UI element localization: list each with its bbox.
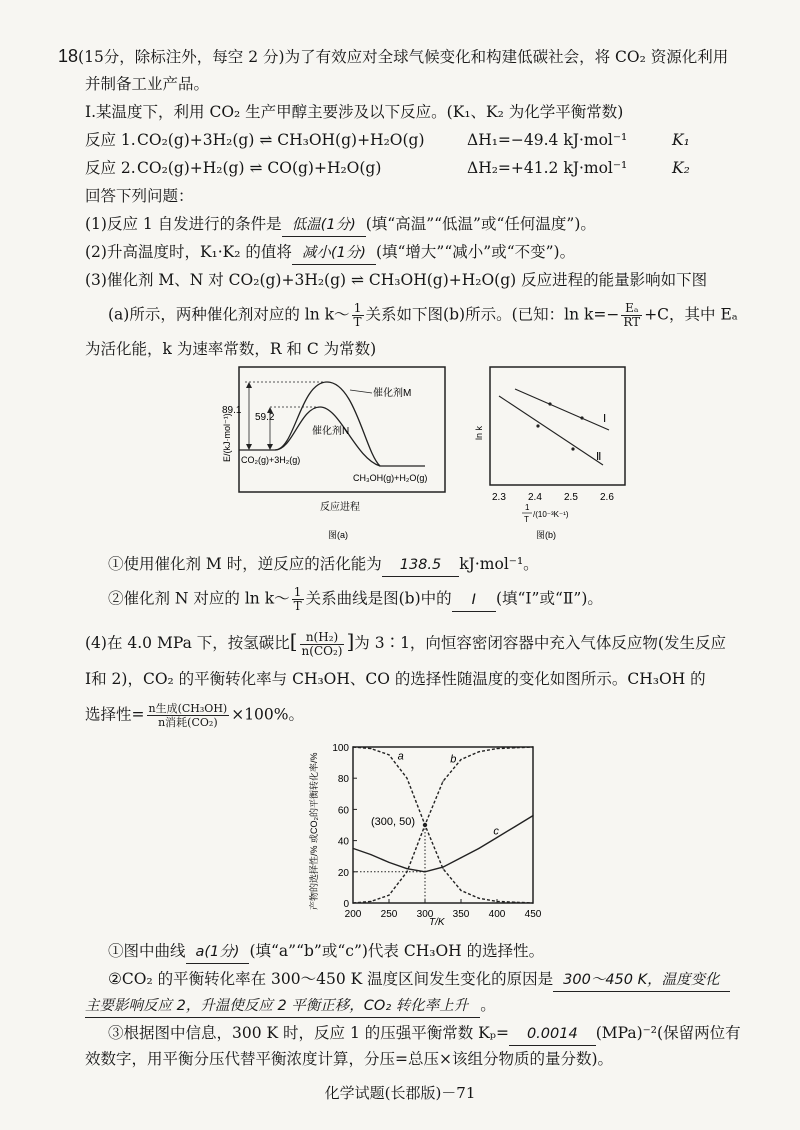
fig-b-ylabel: ln k [474,425,484,440]
q3-sub1-text: ①使用催化剂 M 时，逆反应的活化能为 [108,555,382,573]
fraction-1-over-T [352,302,364,329]
chart-point-c [352,848,353,849]
fraction-1-over-T-2 [292,586,304,613]
question-1 [85,213,596,237]
fig-b-tick: 2.4 [528,492,542,503]
question-4-line2: Ⅰ和 2)，CO₂ 的平衡转化率与 CH₃OH、CO 的选择性随温度的变化如图所示。CH₃OH 的 [85,670,706,688]
selectivity-fraction [147,702,230,729]
fig-a-reactant: CO₂(g)+3H₂(g) [241,455,301,465]
q4-line1a: (4)在 4.0 MPa 下，按氢碳比 [85,634,290,652]
fig-b-line1-label: Ⅰ [603,413,607,425]
reaction-1-enthalpy: ΔH₁=−49.4 kJ·mol⁻¹ [467,131,628,149]
q4-sub3-answer: 0.0014 [509,1023,596,1046]
q2-hint: (填“增大”“减小”或“不变”)。 [375,243,576,261]
chart-point-a [442,868,443,869]
chart-point-a [460,890,461,891]
reaction-1-k: K₁ [672,131,690,149]
frac-num: Eₐ [621,302,642,316]
chart-point-c [424,871,425,872]
chart-series-label-a: a [397,750,404,763]
frac-num: n生成(CH₃OH) [148,702,228,715]
chart-x-tick-label: 350 [452,909,470,920]
fig-b-caption: 图(b) [536,530,556,540]
question-header [58,45,728,68]
chart-point-a [496,901,497,902]
chart-point-b [406,871,407,872]
frac-den: n消耗(CO₂) [158,716,218,729]
chart-point-c [370,854,371,855]
frac-num: n(H₂) [300,631,345,645]
question-3-line1: (3)催化剂 M、N 对 CO₂(g)+3H₂(g) ⇌ CH₃OH(g)+H₂O(g) 反应进程的能量影响如下图 [85,271,708,289]
question-4-sub3 [108,1022,741,1046]
chart-series-label-c: c [493,825,499,838]
chart-x-tick-label: 250 [380,909,398,920]
chart-annotation: (300, 50) [371,816,416,828]
question-3-sub2 [108,586,603,613]
question-4-line1: (4)在 4.0 MPa 下，按氢碳比[ $\frac{\text{n(H₂)}}{\text{n(CO₂)}}$ ]为 3∶1，向恒容密闭容器中充入气体反应物(发生反应 [85,629,726,658]
chart-point-b [514,747,515,748]
chart-x-tick-label: 450 [524,909,542,920]
chart-point-c [514,826,515,827]
chart-point-a [388,754,389,755]
question-3-line3: 为活化能，k 为速率常数，R 和 C 为常数) [85,340,377,358]
q2-answer: 减小(1分) [292,242,376,265]
chart-point-b [442,781,443,782]
chart-point-a [352,746,353,747]
q4-sub2-answer-2: 主要影响反应 2，升温使反应 2 平衡正移，CO₂ 转化率上升 [85,995,480,1018]
question-4-line3 [85,702,304,729]
chart-series-label-b: b [450,753,457,766]
chart-x-tick-label: 300 [416,909,434,920]
question-4-sub1 [108,940,544,964]
question-2 [85,241,575,265]
fraction-ea-over-rt [621,302,642,329]
hydrogen-carbon-ratio [300,631,345,658]
chart-point-c [532,815,533,816]
fig-a-caption: 图(a) [328,530,348,540]
chart-point-c [442,867,443,868]
frac-den: n(CO₂) [301,643,343,658]
question-3-line2 [108,302,738,329]
chart-y-tick-label: 80 [337,774,349,786]
chart-intersection-point [423,823,427,827]
figure-a-energy-diagram [215,362,450,544]
chart-x-tick-label: 200 [344,909,362,920]
q3-sub1-answer: 138.5 [382,554,460,577]
reaction-2-equation: CO₂(g)+H₂(g) ⇌ CO(g)+H₂O(g) [137,159,382,177]
fig-a-ylabel: E/(kJ·mol⁻¹) [222,413,232,462]
fig-b-tick: 2.6 [600,492,614,503]
chart-point-c [478,848,479,849]
q4-sub2-text: ②CO₂ 的平衡转化率在 300～450 K 温度区间发生变化的原因是 [108,970,554,988]
q3-sub2-text: ②催化剂 N 对应的 ln k～ [108,589,290,608]
chart-point-b [460,759,461,760]
reaction-2-enthalpy: ΔH₂=+41.2 kJ·mol⁻¹ [467,159,628,177]
question-4-sub2-cont: 主要影响反应 2，升温使反应 2 平衡正移，CO₂ 转化率上升 。 [85,994,496,1018]
q4-sub3-hint: (MPa)⁻²(保留两位有 [595,1024,741,1042]
chart-point-b [370,901,371,902]
chart-x-tick-label: 400 [488,909,506,920]
q3-line2c: +C，其中 Eₐ [644,305,738,324]
chart-point-b [388,895,389,896]
fig-a-product: CH₃OH(g)+H₂O(g) [353,473,428,483]
part1-title: Ⅰ.某温度下，利用 CO₂ 生产甲醇主要涉及以下反应。(K₁、K₂ 为化学平衡常数) [85,103,624,121]
chart-point-b [496,748,497,749]
chart-point-a [370,748,371,749]
reaction-1-label: 反应 1. [85,131,136,149]
question-intro: 为了有效应对全球气候变化和构建低碳社会，将 CO₂ 资源化利用 [284,48,729,66]
fig-a-cat-m: 催化剂M [373,388,412,399]
fig-b-xlabel-num: 1 [525,503,530,512]
fig-b-xlabel-den: T [524,515,529,524]
chart-y-tick-label: 60 [337,805,349,817]
fig-a-cat-n: 催化剂N [312,426,350,437]
q4-sub1-answer: a(1分) [186,941,250,964]
frac-den: RT [623,315,641,329]
q3-sub1-unit: kJ·mol⁻¹。 [459,555,539,573]
fig-a-val2: 59.2 [255,412,275,423]
chart-y-tick-label: 20 [337,867,349,879]
answer-prompt: 回答下列问题： [85,187,194,205]
q4-sub1-text: ①图中曲线 [108,942,186,960]
chart-xlabel: T/K [429,917,445,928]
fig-a-val1: 89.1 [222,405,242,416]
question-number: 18 [58,46,79,66]
fig-b-tick: 2.5 [564,492,578,503]
chart-point-c [460,857,461,858]
q4-line3b: ×100%。 [231,705,305,724]
page-footer: 化学试题(长郡版)－71 [324,1084,476,1102]
question-4-sub2 [108,968,730,992]
frac-den: T [293,599,302,613]
reaction-2-k: K₂ [672,159,690,177]
q2-text: (2)升高温度时，K₁·K₂ 的值将 [85,243,292,261]
q4-sub2-answer-1: 300～450 K，温度变化 [553,969,729,992]
q4-line1b: 为 3∶1，向恒容密闭容器中充入气体反应物(发生反应 [354,634,726,652]
figure-b-lnk-plot [470,362,630,544]
q3-line2b: 关系如下图(b)所示。(已知：ln k=− [365,305,620,324]
fig-a-xlabel: 反应进程 [320,502,360,513]
q3-sub2-mid: 关系曲线是图(b)中的 [305,589,452,608]
chart-y-tick-label: 40 [337,836,349,848]
question-marks: (15分，除标注外，每空 2 分) [78,48,285,66]
chart-point-a [532,902,533,903]
chart-y-tick-label: 100 [332,743,349,754]
q1-hint: (填“高温”“低温”或“任何温度”)。 [365,215,596,233]
fig-b-xlabel-unit: /(10⁻³K⁻¹) [533,510,569,519]
q3-line2a: (a)所示，两种催化剂对应的 ln k～ [108,305,350,324]
q4-line3a: 选择性= [85,705,145,724]
q1-answer: 低温(1分) [282,214,366,237]
chart-point-a [478,898,479,899]
reaction-2 [85,157,690,179]
question-intro-2: 并制备工业产品。 [85,75,210,93]
q3-sub2-hint: (填“Ⅰ”或“Ⅱ”)。 [495,589,603,608]
chart-y-tick-label: 0 [343,899,349,910]
fig-b-tick: 2.3 [492,492,506,503]
selectivity-conversion-chart [295,735,555,930]
frac-num: 1 [292,586,304,600]
chart-point-b [532,746,533,747]
reaction-2-label: 反应 2. [85,159,136,177]
fig-b-line2-label: Ⅱ [596,451,602,463]
reaction-1 [85,129,690,151]
chart-ylabel: 产物的选择性/% 或CO₂的平衡转化率/% [309,752,319,910]
question-3-sub1 [108,553,539,577]
q4-sub1-hint: (填“a”“b”或“c”)代表 CH₃OH 的选择性。 [249,942,545,960]
frac-den: T [353,315,362,329]
chart-point-c [406,868,407,869]
frac-num: 1 [352,302,364,316]
fig-b-ticks [492,492,614,503]
q3-sub2-answer: Ⅰ [452,589,496,612]
reaction-1-equation: CO₂(g)+3H₂(g) ⇌ CH₃OH(g)+H₂O(g) [137,131,425,149]
q1-text: (1)反应 1 自发进行的条件是 [85,215,282,233]
chart-point-b [478,751,479,752]
chart-point-b [352,902,353,903]
chart-point-a [514,902,515,903]
question-4-sub3-cont: 效数字，用平衡分压代替平衡浓度计算，分压=总压×该组分物质的量分数)。 [85,1050,614,1068]
chart-point-c [388,862,389,863]
q4-sub3-text: ③根据图中信息，300 K 时，反应 1 的压强平衡常数 Kₚ= [108,1024,509,1042]
chart-point-a [406,778,407,779]
